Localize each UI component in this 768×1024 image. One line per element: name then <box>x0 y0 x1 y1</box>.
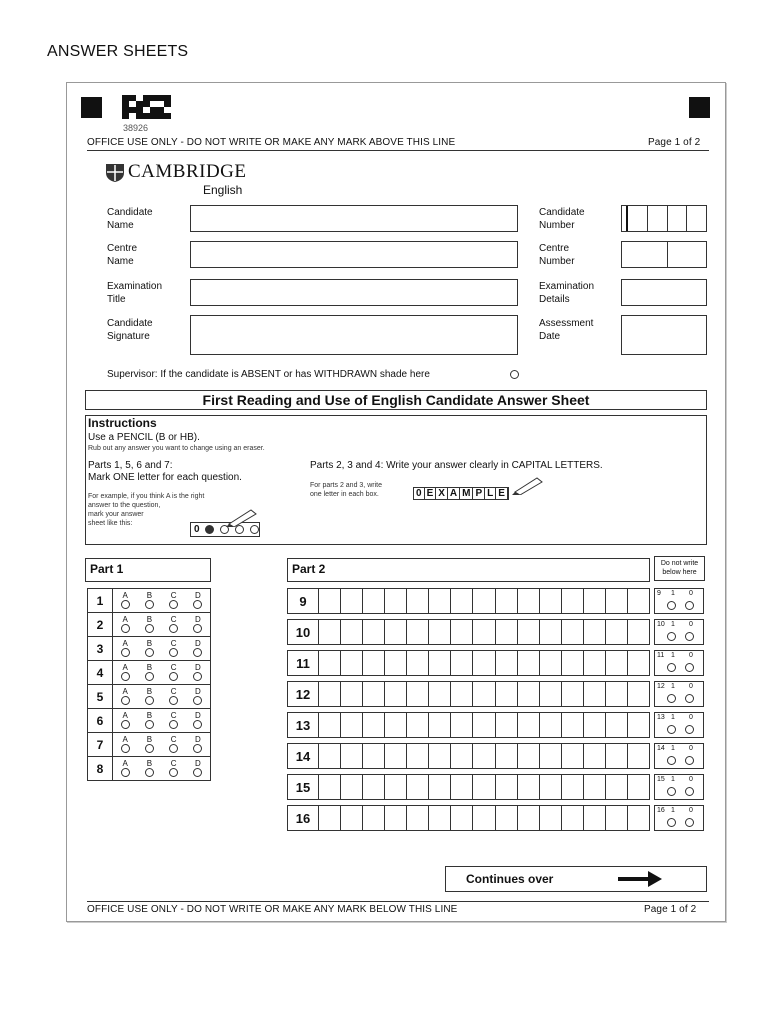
option-b[interactable]: B <box>137 685 161 708</box>
option-d[interactable]: D <box>186 589 210 612</box>
option-c[interactable]: C <box>162 685 186 708</box>
do-not-write-note: Do not write below here <box>654 556 705 581</box>
logo-name: CAMBRIDGE <box>128 161 247 182</box>
parts-b-heading: Parts 2, 3 and 4: Write your answer clearly in CAPITAL LETTERS. <box>310 460 603 471</box>
mark-box: 16 1 0 <box>654 805 704 831</box>
option-d[interactable]: D <box>186 661 210 684</box>
option-c[interactable]: C <box>162 733 186 756</box>
answer-sheet <box>66 82 726 922</box>
pencil-instruction: Use a PENCIL (B or HB). <box>88 432 200 443</box>
mark-box: 13 1 0 <box>654 712 704 738</box>
part-1-header: Part 1 <box>85 558 211 582</box>
page-number-bottom: Page 1 of 2 <box>644 904 697 915</box>
option-d[interactable]: D <box>186 685 210 708</box>
examination-details-label: Examination Details <box>539 281 595 305</box>
candidate-signature-label: Candidate Signature <box>107 318 153 342</box>
assessment-date-label: Assessment Date <box>539 318 594 342</box>
continues-over-box: Continues over <box>445 866 707 892</box>
centre-number-field[interactable] <box>621 241 707 268</box>
footer-rule <box>87 901 709 902</box>
header-rule <box>87 150 709 151</box>
mark-box: 15 1 0 <box>654 774 704 800</box>
part-1-grid <box>87 588 211 781</box>
option-b[interactable]: B <box>137 637 161 660</box>
centre-number-label: Centre Number <box>539 243 575 267</box>
option-d[interactable]: D <box>186 637 210 660</box>
example-b-box: 0 E X A M P L E <box>413 487 509 500</box>
parts-a-text: Mark ONE letter for each question. <box>88 472 242 483</box>
instructions-title: Instructions <box>88 416 157 430</box>
part-2-row: 15 <box>287 774 650 800</box>
absent-shade-bubble[interactable] <box>510 370 519 379</box>
part-1-row: 1 A B C D <box>87 589 211 613</box>
mark-box: 10 1 0 <box>654 619 704 645</box>
part-2-row: 11 <box>287 650 650 676</box>
mark-box: 9 1 0 <box>654 588 704 614</box>
candidate-name-label: Candidate Name <box>107 207 153 231</box>
option-c[interactable]: C <box>162 637 186 660</box>
example-a-text: For example, if you think A is the right answer to the question, mark your answer sheet like this: <box>88 493 205 527</box>
option-a[interactable]: A <box>113 733 137 756</box>
pencil-icon <box>225 507 259 527</box>
rubout-instruction: Rub out any answer you want to change using an eraser. <box>88 445 265 452</box>
part-2-row: 9 <box>287 588 650 614</box>
option-a[interactable]: A <box>113 709 137 732</box>
example-b-text: For parts 2 and 3, write one letter in each box. <box>310 482 382 498</box>
examination-title-field[interactable] <box>190 279 518 306</box>
option-c[interactable]: C <box>162 709 186 732</box>
corner-mark-right <box>689 97 710 118</box>
corner-mark-left <box>81 97 102 118</box>
parts-a-title: Parts 1, 5, 6 and 7: <box>88 460 173 471</box>
part-2-row: 10 <box>287 619 650 645</box>
option-b[interactable]: B <box>137 733 161 756</box>
part-1-row: 3 A B C D <box>87 637 211 661</box>
page-heading: ANSWER SHEETS <box>47 43 189 60</box>
sheet-title: First Reading and Use of English Candidate Answer Sheet <box>85 390 707 410</box>
part-2-grid <box>287 588 650 836</box>
part-1-row: 2 A B C D <box>87 613 211 637</box>
page-number-top: Page 1 of 2 <box>648 137 701 148</box>
part-2-row: 13 <box>287 712 650 738</box>
mark-box: 14 1 0 <box>654 743 704 769</box>
barcode-icon <box>122 95 171 119</box>
option-c[interactable]: C <box>162 589 186 612</box>
option-a[interactable]: A <box>113 613 137 636</box>
marking-column <box>654 588 704 836</box>
office-use-top: OFFICE USE ONLY - DO NOT WRITE OR MAKE ANY MARK ABOVE THIS LINE <box>87 137 456 148</box>
part-2-header: Part 2 <box>287 558 650 582</box>
option-a[interactable]: A <box>113 757 137 780</box>
pencil-icon <box>511 475 545 495</box>
option-d[interactable]: D <box>186 733 210 756</box>
option-b[interactable]: B <box>137 709 161 732</box>
option-a[interactable]: A <box>113 661 137 684</box>
part-1-row: 7 A B C D <box>87 733 211 757</box>
examination-details-field[interactable] <box>621 279 707 306</box>
option-b[interactable]: B <box>137 589 161 612</box>
part-2-row: 12 <box>287 681 650 707</box>
option-b[interactable]: B <box>137 757 161 780</box>
option-a[interactable]: A <box>113 589 137 612</box>
part-1-row: 5 A B C D <box>87 685 211 709</box>
option-b[interactable]: B <box>137 613 161 636</box>
option-c[interactable]: C <box>162 661 186 684</box>
mark-box: 12 1 0 <box>654 681 704 707</box>
centre-name-label: Centre Name <box>107 243 138 267</box>
option-c[interactable]: C <box>162 613 186 636</box>
assessment-date-field[interactable] <box>621 315 707 355</box>
option-c[interactable]: C <box>162 757 186 780</box>
centre-name-field[interactable] <box>190 241 518 268</box>
option-a[interactable]: A <box>113 637 137 660</box>
supervisor-note: Supervisor: If the candidate is ABSENT or has WITHDRAWN shade here <box>107 369 430 380</box>
option-a[interactable]: A <box>113 685 137 708</box>
candidate-signature-field[interactable] <box>190 315 518 355</box>
crest-icon <box>105 163 125 183</box>
examination-title-label: Examination Title <box>107 281 163 305</box>
part-1-row: 8 A B C D <box>87 757 211 781</box>
candidate-name-field[interactable] <box>190 205 518 232</box>
part-2-row: 14 <box>287 743 650 769</box>
arrow-right-icon <box>618 870 662 888</box>
mark-box: 11 1 0 <box>654 650 704 676</box>
part-1-row: 6 A B C D <box>87 709 211 733</box>
part-1-row: 4 A B C D <box>87 661 211 685</box>
option-b[interactable]: B <box>137 661 161 684</box>
candidate-number-label: Candidate Number <box>539 207 585 231</box>
office-use-bottom: OFFICE USE ONLY - DO NOT WRITE OR MAKE ANY MARK BELOW THIS LINE <box>87 904 458 915</box>
candidate-number-field[interactable] <box>621 205 707 232</box>
part-2-row: 16 <box>287 805 650 831</box>
option-d[interactable]: D <box>186 613 210 636</box>
logo-sub: English <box>203 183 243 197</box>
option-d[interactable]: D <box>186 757 210 780</box>
example-a-box: 0 <box>190 522 260 537</box>
option-d[interactable]: D <box>186 709 210 732</box>
barcode-number: 38926 <box>123 123 149 133</box>
